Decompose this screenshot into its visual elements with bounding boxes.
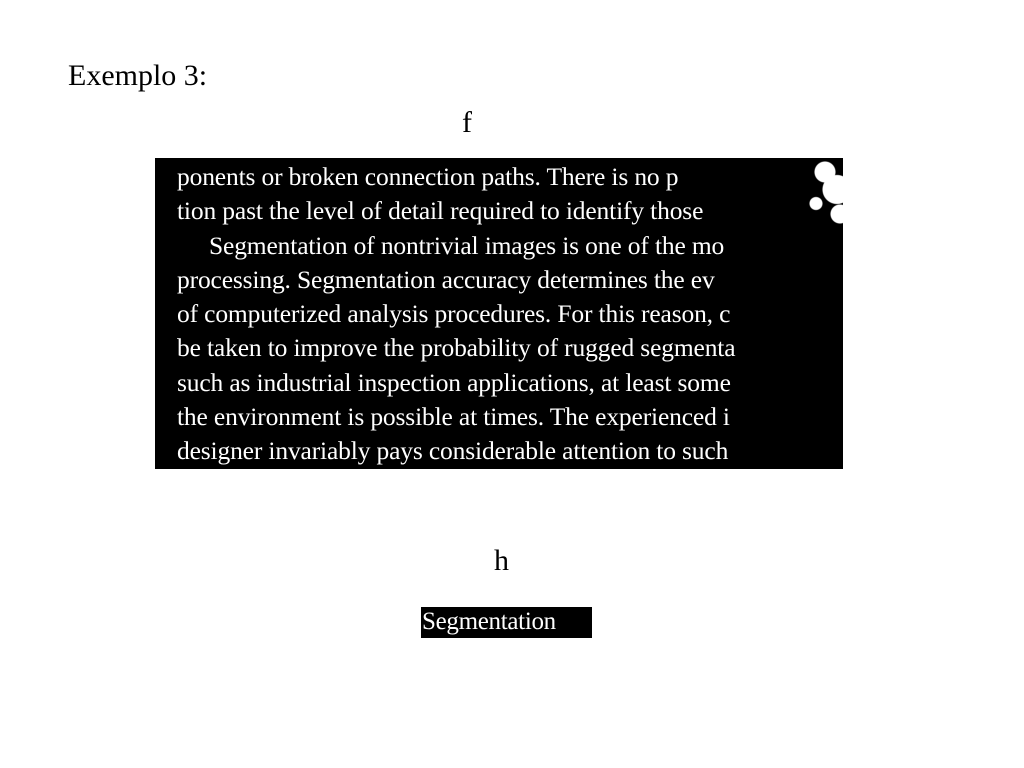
image-f-line: Segmentation of nontrivial images is one of the mo [209, 230, 725, 260]
image-f-line: tion past the level of detail required to identify those [177, 196, 704, 226]
image-h-word: Segmentation [422, 608, 556, 635]
image-f-line: processing. Segmentation accuracy determines the ev [177, 264, 715, 294]
image-f-line: be taken to improve the probability of rugged segmenta [177, 333, 736, 363]
label-f: f [462, 106, 472, 139]
image-f-text-block [177, 160, 843, 469]
image-f-line: such as industrial inspection applications, at least some [177, 367, 731, 397]
slide-title: Exemplo 3: [68, 59, 208, 92]
binary-text-image-f [155, 158, 843, 469]
label-h: h [494, 544, 509, 577]
image-f-edge-noise [783, 158, 843, 228]
image-f-line: the environment is possible at times. The experienced i [177, 402, 730, 432]
image-f-line: ponents or broken connection paths. There is no p [177, 162, 679, 191]
binary-text-image-h [421, 607, 592, 638]
image-f-line: of computerized analysis procedures. For this reason, c [177, 299, 731, 329]
image-f-line: designer invariably pays considerable attention to such [177, 436, 729, 466]
